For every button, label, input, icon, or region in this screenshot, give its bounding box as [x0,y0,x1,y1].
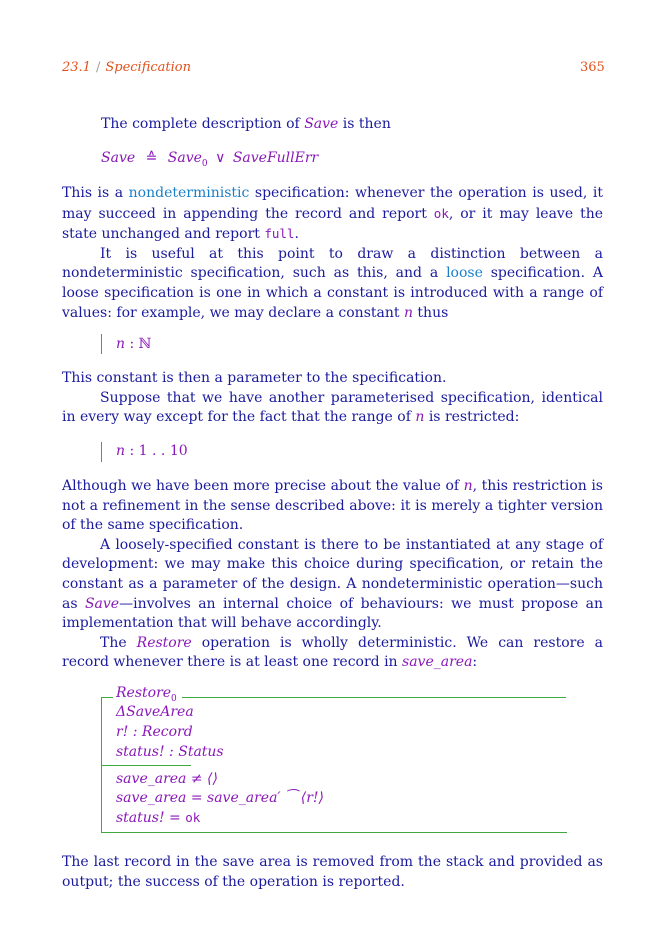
paragraph-last-record: The last record in the save area is removed from the stack and provided as output; the success of the operation is reported. [62,854,603,890]
paragraph-block-2 [62,369,603,428]
axiom-n-naturals: n : ℕ [116,336,152,352]
schema-decl-status: status! : Status [116,744,224,760]
paragraph-constant: A loosely-specified constant is there to be instantiated at any stage of development: we may make this choice during specification, or retain the constant as a parameter of the design. A nondeterministic operation—such as Save—involves an internal choice of behaviours: we must propose an implementation that will behave accordingly. [62,536,603,632]
section-title: Specification [105,60,191,75]
schema-bottom-rule [101,832,567,833]
running-header [62,60,191,75]
schema-top-rule [182,697,566,698]
page-number: 365 [580,60,605,75]
paragraph-restricted: Suppose that we have another parameterised specification, identical in every way except for the fact that the range of n is restricted: [62,389,603,426]
paragraph-parameter: This constant is then a parameter to the specification. [62,370,447,386]
schema-pred-status: status! = ok [116,810,201,826]
paragraph-block-1 [62,184,603,323]
axiom-n-range: n : 1 . . 10 [116,443,188,459]
section-number: 23.1 [62,60,91,75]
paragraph-nondeterministic: This is a nondeterministic specification: whenever the operation is used, it may succeed in appending the record and report ok, or it may leave the state unchanged and report full. [62,185,603,243]
save-name: Save [304,116,339,132]
paragraph-refinement: Although we have been more precise about the value of n, this restriction is not a refinement in the sense described above: it is merely a tighter version of the same specification. [62,478,603,534]
schema-pred-nonempty: save_area ≠ ⟨⟩ [116,771,218,787]
paragraph-block-3 [62,477,603,673]
schema-top-left-rule [101,697,113,698]
schema-pred-concat: save_area = save_area′ ⁀ ⟨r!⟩ [116,790,324,806]
header-separator: / [95,60,101,75]
schema-middle-rule [101,765,191,766]
paragraph-restore: The Restore operation is wholly deterministic. We can restore a record whenever there is at least one record in save_area: [62,634,603,671]
axiom-bar-1 [101,334,102,354]
intro-line: The complete description of Save is then [101,116,391,132]
schema-decl-delta: ΔSaveArea [116,704,194,720]
paragraph-loose: It is useful at this point to draw a distinction between a nondeterministic specification, such as this, and a loose specification. A loose specification is one in which a constant is introduced with a range of values: for example, we may declare a constant n thus [62,245,603,321]
axiom-bar-2 [101,442,102,462]
schema-title: Restore$_0$ [116,685,177,704]
paragraph-block-4 [62,853,603,892]
definition-line: Save ≙ Save$_0$ ∨ SaveFullErr [101,150,319,169]
schema-decl-record: r! : Record [116,724,193,740]
